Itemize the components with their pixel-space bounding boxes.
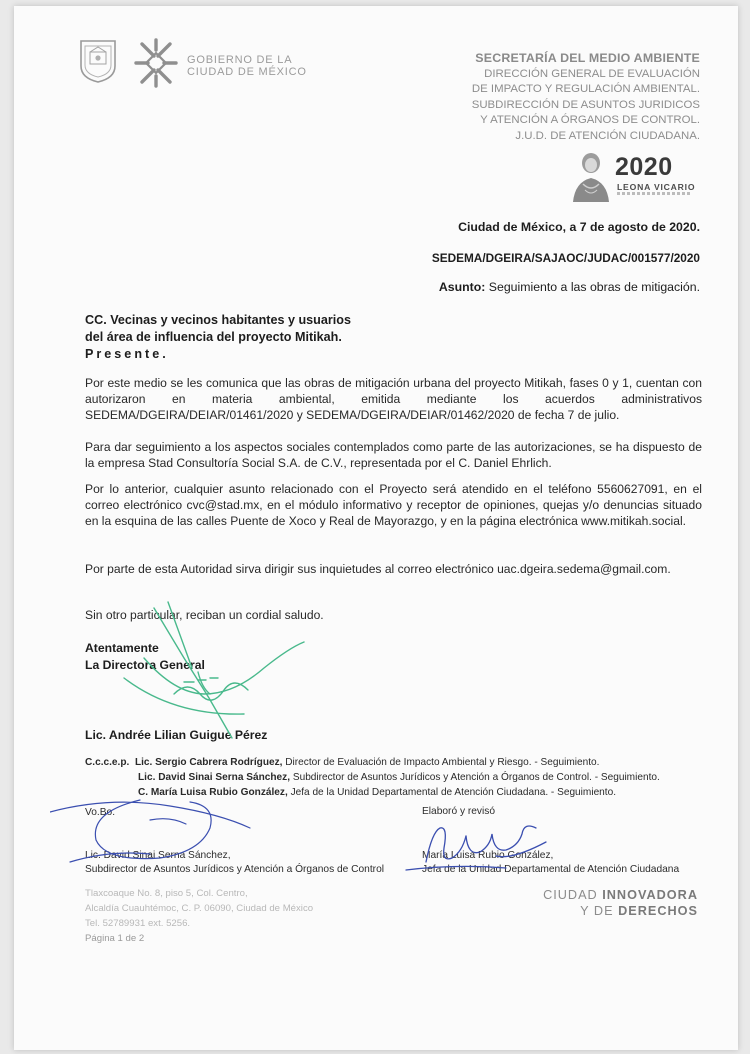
subject-line	[439, 280, 700, 294]
ccep-row	[85, 770, 660, 785]
subject-label: Asunto:	[438, 280, 486, 294]
motto-part: Y DE	[580, 904, 619, 918]
body-paragraph-2: Para dar seguimiento a los aspectos sociales contemplados como parte de las autorizaciones, se ha dispuesto de la empresa Stad Consultoría Social S.A. de C.V., representada por el C. Daniel Ehrlich.	[85, 440, 702, 470]
addressee-line-2: del área de influencia del proyecto Mitikah.	[85, 330, 342, 344]
body-paragraph-1: Por este medio se les comunica que las obras de mitigación urbana del proyecto Mitikah, fases 0 y 1, cuentan con autorizaron en materia ambiental, emitida mediante los acuerdos administrativos SEDEMA/DGEIRA/DEIAR/01461/2020 y SEDEMA/DGEIRA/DEIAR/01462/2020 de fecha 7 de julio.	[85, 376, 702, 422]
vobo-label: Vo.Bo.	[85, 807, 116, 818]
footer-address-line: Alcaldía Cuauhtémoc, C. P. 06090, Ciudad de México	[85, 903, 314, 914]
ccep-entry-detail: Subdirector de Asuntos Jurídicos y Atención a Órganos de Control. - Seguimiento.	[292, 772, 660, 783]
elaboro-role: Jefa de la Unidad Departamental de Atención Ciudadana	[422, 864, 680, 875]
ccep-row	[85, 785, 660, 800]
vobo-signer	[85, 849, 384, 877]
body-paragraph-3: Por lo anterior, cualquier asunto relacionado con el Proyecto será atendido en el teléfono 5560627091, en el correo electrónico cvc@stad.mx, en el módulo informativo y receptor de opiniones, quejas y/o denuncias situado en la esquina de las calles Puente de Xoco y Real de Mayorazgo, y en la página electrónica www.mitikah.social.	[85, 482, 702, 528]
ccep-row	[85, 755, 660, 770]
ccep-entry-name: Lic. David Sinai Serna Sánchez,	[138, 772, 291, 783]
secretaria-title: SECRETARÍA DEL MEDIO AMBIENTE	[475, 51, 700, 65]
dept-line: DIRECCIÓN GENERAL DE EVALUACIÓN	[484, 67, 700, 80]
cdmx-logo-icon	[130, 36, 182, 90]
body-paragraph-5: Sin otro particular, reciban un cordial saludo.	[85, 608, 324, 622]
ccep-entry-detail: Director de Evaluación de Impacto Ambiental y Riesgo. - Seguimiento.	[285, 757, 600, 768]
closing-block	[85, 640, 205, 674]
year-subtitle-decoration	[617, 192, 691, 195]
elaboro-label: Elaboró y revisó	[422, 806, 496, 817]
subject-text: Seguimiento a las obras de mitigación.	[488, 280, 700, 294]
gov-line-2: CIUDAD DE MÉXICO	[187, 66, 307, 78]
footer-address	[85, 886, 313, 946]
signer-name: Lic. Andrée Lilian Guigue Pérez	[85, 728, 268, 742]
department-block	[472, 51, 700, 145]
leona-vicario-portrait-icon	[565, 148, 615, 202]
letter-page	[14, 6, 738, 1050]
closing: Atentamente	[85, 641, 159, 655]
dept-line: SUBDIRECCIÓN DE ASUNTOS JURIDICOS	[471, 98, 700, 111]
ccep-label: C.c.c.e.p.	[85, 757, 130, 768]
body-paragraph-4: Por parte de esta Autoridad sirva dirigir sus inquietudes al correo electrónico uac.dgeira.sedema@gmail.com.	[85, 562, 671, 576]
motto-line-1	[543, 887, 698, 903]
vobo-role: Subdirector de Asuntos Jurídicos y Atención a Órganos de Control	[85, 864, 385, 875]
signer-role: La Directora General	[85, 658, 205, 672]
ccep-entry-name: Lic. Sergio Cabrera Rodríguez,	[134, 757, 283, 768]
addressee-line-3: Presente.	[85, 347, 169, 361]
elaboro-name: María Luisa Rubio González,	[422, 850, 554, 861]
footer-address-line: Tel. 52789931 ext. 5256.	[85, 918, 191, 929]
motto-emphasis: DERECHOS	[618, 904, 698, 918]
coat-of-arms-icon	[78, 38, 118, 84]
ccep-entry-name: C. María Luisa Rubio González,	[138, 787, 288, 798]
place-date: Ciudad de México, a 7 de agosto de 2020.	[458, 220, 700, 234]
ccep-entry-detail: Jefa de la Unidad Departamental de Atención Ciudadana. - Seguimiento.	[290, 787, 617, 798]
ccep-block	[85, 755, 660, 800]
page-number: Página 1 de 2	[85, 933, 145, 944]
addressee-line-1: CC. Vecinas y vecinos habitantes y usuarios	[85, 313, 351, 327]
city-motto	[543, 887, 698, 919]
gov-name	[187, 54, 307, 78]
gov-line-1: GOBIERNO DE LA	[187, 54, 293, 66]
year-name: LEONA VICARIO	[617, 182, 696, 192]
dept-line: J.U.D. DE ATENCIÓN CIUDADANA.	[515, 129, 700, 142]
motto-line-2	[543, 903, 698, 919]
year-label: 2020	[615, 153, 673, 181]
addressee	[85, 312, 351, 363]
footer-address-line: Tlaxcoaque No. 8, piso 5, Col. Centro,	[85, 888, 248, 899]
motto-part: CIUDAD	[543, 888, 603, 902]
dept-line: DE IMPACTO Y REGULACIÓN AMBIENTAL.	[471, 83, 700, 96]
dept-line: Y ATENCIÓN A ÓRGANOS DE CONTROL.	[480, 114, 700, 127]
vobo-name: Lic. David Sinai Serna Sánchez,	[85, 850, 231, 861]
reference-number: SEDEMA/DGEIRA/SAJAOC/JUDAC/001577/2020	[431, 251, 700, 265]
motto-emphasis: INNOVADORA	[602, 888, 698, 902]
elaboro-signer	[422, 849, 679, 877]
